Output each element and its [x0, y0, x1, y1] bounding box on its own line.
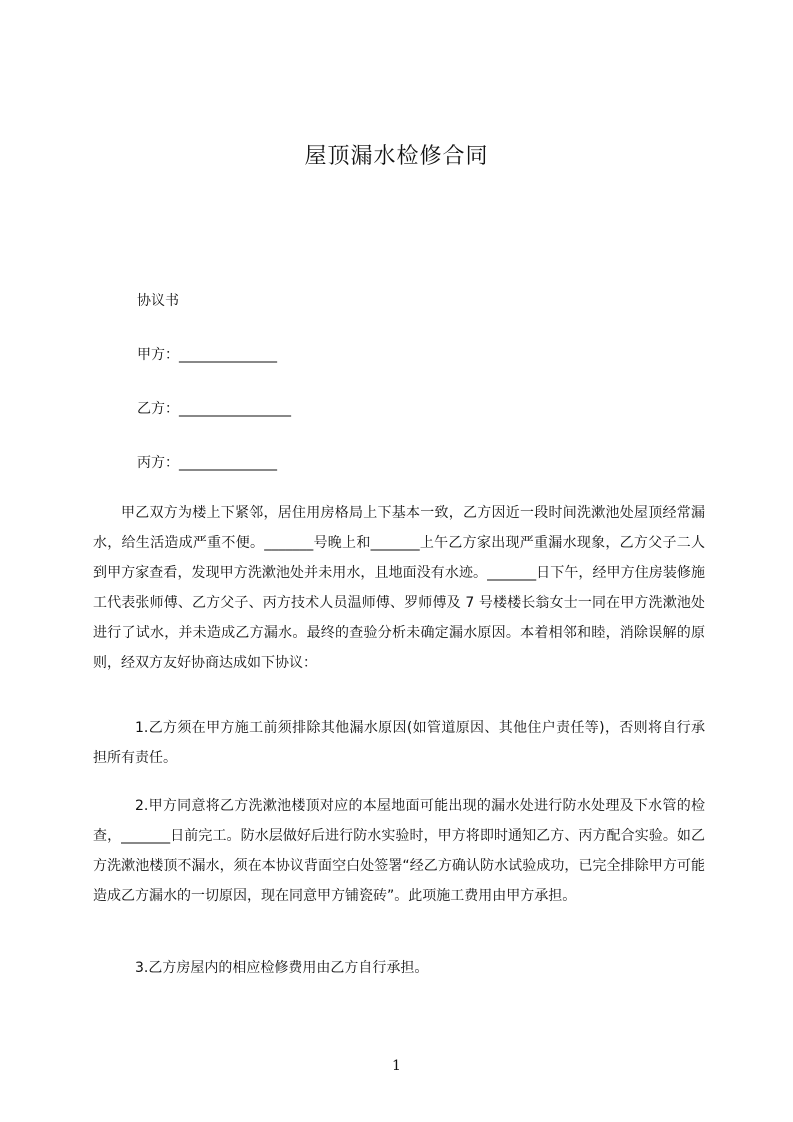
clause-2: 2.甲方同意将乙方洗漱池楼顶对应的本屋地面可能出现的漏水处进行防水处理及下水管的检查，_______日前完工。防水层做好后进行防水实验时，甲方将即时通知乙方、丙方配合实验。如乙方洗漱池楼顶不漏水，须在本协议背面空白处签署“经乙方确认防水试验成功，已完全排除甲方可能造成乙方漏水的一切原因，现在同意甲方铺瓷砖”。此项施工费用由甲方承担。 [93, 798, 705, 904]
document-title: 屋顶漏水检修合同 [304, 144, 489, 169]
party-a-line: 甲方：______________ [137, 347, 277, 363]
clause-3: 3.乙方房屋内的相应检修费用由乙方自行承担。 [135, 960, 429, 976]
agreement-label: 协议书 [137, 293, 179, 309]
party-b-line: 乙方：________________ [137, 401, 291, 417]
page-number: 1 [392, 1058, 401, 1074]
background-paragraph: 甲乙双方为楼上下紧邻，居住用房格局上下基本一致，乙方因近一段时间洗漱池处屋顶经常漏水，给生活造成严重不便。_______号晚上和_______上午乙方家出现严重漏水现象，乙方父子二人到甲方家查看，发现甲方洗漱池处并未用水，且地面没有水迹。_______日下午，经甲方住房装修施工代表张师傅、乙方父子、丙方技术人员温师傅、罗师傅及 7 号楼楼长翁女士一同在甲方洗漱池处进行了试水，并未造成乙方漏水。最终的查验分析未确定漏水原因。本着相邻和睦，消除误解的原则，经双方友好协商达成如下协议： [93, 505, 705, 671]
clause-1: 1.乙方须在甲方施工前须排除其他漏水原因(如管道原因、其他住户责任等)，否则将自行承担所有责任。 [93, 720, 705, 766]
party-c-line: 丙方：______________ [137, 455, 277, 471]
